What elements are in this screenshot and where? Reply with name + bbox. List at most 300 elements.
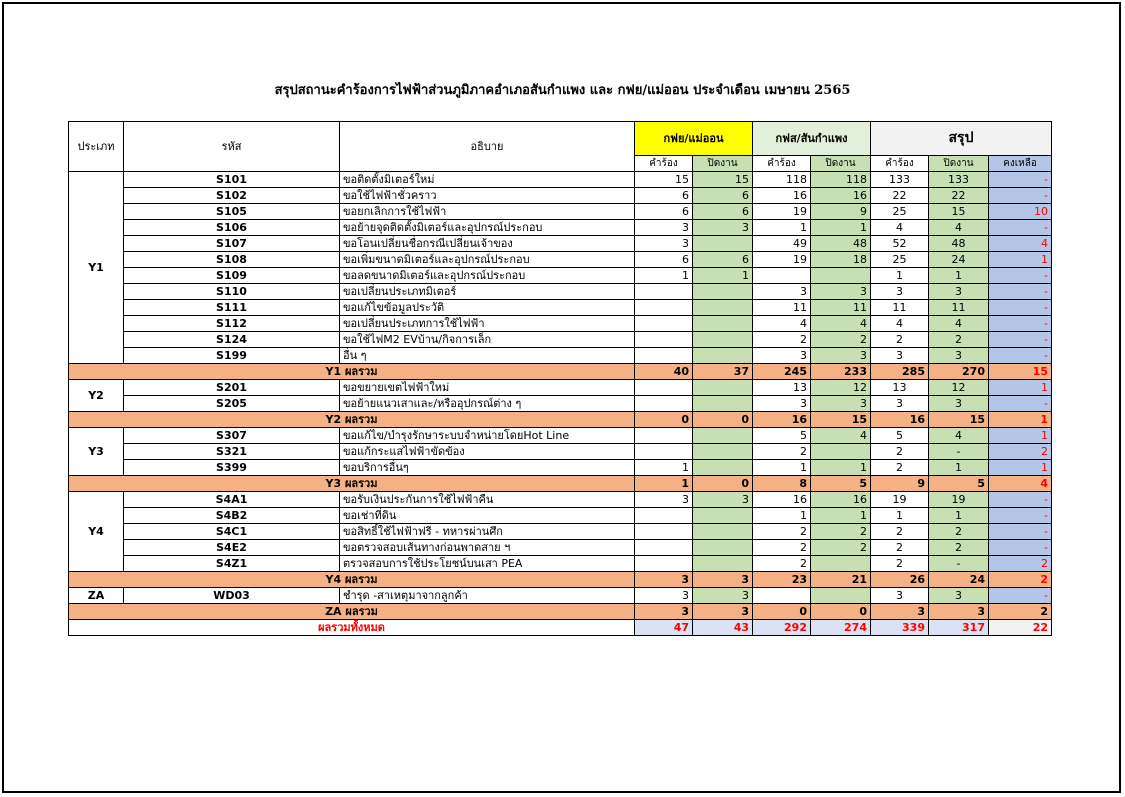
description-cell: ขอเปลี่ยนประเภทมิเตอร์ [340, 284, 635, 300]
maeon-request-cell [635, 556, 693, 572]
summary-closed-subtotal: 15 [929, 412, 989, 428]
sankamphaeng-closed-cell [811, 444, 871, 460]
sankamphaeng-closed-cell: 2 [811, 332, 871, 348]
code-cell: S102 [124, 188, 340, 204]
maeon-closed-cell [693, 332, 753, 348]
description-cell: ขอเพิ่มขนาดมิเตอร์และอุปกรณ์ประกอบ [340, 252, 635, 268]
description-cell: ขอตรวจสอบเส้นทางก่อนพาดสาย ฯ [340, 540, 635, 556]
summary-remain-cell: - [989, 492, 1052, 508]
sankamphaeng-closed-cell: 2 [811, 524, 871, 540]
maeon-request-subtotal: 1 [635, 476, 693, 492]
sankamphaeng-request-cell: 4 [753, 316, 811, 332]
table-row [69, 492, 1052, 508]
summary-remain-subtotal: 15 [989, 364, 1052, 380]
maeon-closed-cell [693, 396, 753, 412]
code-cell: S112 [124, 316, 340, 332]
maeon-request-cell [635, 508, 693, 524]
sankamphaeng-request-cell: 2 [753, 556, 811, 572]
table-row [69, 348, 1052, 364]
maeon-closed-cell: 15 [693, 172, 753, 188]
subtotal-row [69, 364, 1052, 380]
sankamphaeng-request-cell: 49 [753, 236, 811, 252]
summary-remain-cell: - [989, 508, 1052, 524]
table-row [69, 300, 1052, 316]
table-row [69, 268, 1052, 284]
summary-remain-cell: - [989, 300, 1052, 316]
maeon-request-cell [635, 524, 693, 540]
summary-closed-cell: 3 [929, 284, 989, 300]
sankamphaeng-request-subtotal: 16 [753, 412, 811, 428]
maeon-request-cell [635, 428, 693, 444]
summary-closed-cell: 24 [929, 252, 989, 268]
header-closed: ปิดงาน [811, 156, 871, 172]
code-cell: S205 [124, 396, 340, 412]
sankamphaeng-closed-cell: 1 [811, 460, 871, 476]
maeon-closed-cell: 1 [693, 268, 753, 284]
maeon-request-cell: 6 [635, 188, 693, 204]
code-cell: S101 [124, 172, 340, 188]
summary-request-cell: 2 [871, 524, 929, 540]
maeon-request-cell [635, 284, 693, 300]
code-cell: S111 [124, 300, 340, 316]
maeon-request-cell: 6 [635, 252, 693, 268]
summary-remain-cell: 1 [989, 428, 1052, 444]
description-cell: ขอย้ายจุดติดตั้งมิเตอร์และอุปกรณ์ประกอบ [340, 220, 635, 236]
maeon-closed-subtotal: 37 [693, 364, 753, 380]
header-closed: ปิดงาน [693, 156, 753, 172]
summary-request-cell: 2 [871, 332, 929, 348]
maeon-closed-cell [693, 556, 753, 572]
sankamphaeng-closed-subtotal: 0 [811, 604, 871, 620]
subtotal-row [69, 572, 1052, 588]
sankamphaeng-closed-cell: 11 [811, 300, 871, 316]
sankamphaeng-request-cell: 13 [753, 380, 811, 396]
sankamphaeng-request-subtotal: 8 [753, 476, 811, 492]
header-code: รหัส [124, 122, 340, 172]
table-row [69, 588, 1052, 604]
sankamphaeng-request-cell: 19 [753, 204, 811, 220]
code-cell: S108 [124, 252, 340, 268]
type-cell: ZA [69, 588, 124, 604]
maeon-closed-cell [693, 524, 753, 540]
summary-request-cell: 1 [871, 268, 929, 284]
sankamphaeng-closed-subtotal: 15 [811, 412, 871, 428]
table-row [69, 236, 1052, 252]
description-cell: ขอแก้กระแสไฟฟ้าขัดข้อง [340, 444, 635, 460]
sankamphaeng-closed-subtotal: 21 [811, 572, 871, 588]
header-group-maeon: กฟย/แม่ออน [635, 122, 753, 156]
description-cell: ขอใช้ไฟฟ้าชั่วคราว [340, 188, 635, 204]
description-cell: ขอย้ายแนวเสาและ/หรืออุปกรณ์ต่าง ๆ [340, 396, 635, 412]
maeon-request-subtotal: 0 [635, 412, 693, 428]
summary-closed-cell: 4 [929, 220, 989, 236]
sankamphaeng-closed-cell: 118 [811, 172, 871, 188]
sankamphaeng-closed-cell [811, 268, 871, 284]
header-type: ประเภท [69, 122, 124, 172]
summary-remain-cell: - [989, 396, 1052, 412]
summary-remain-cell: - [989, 540, 1052, 556]
table-row [69, 524, 1052, 540]
maeon-closed-cell: 3 [693, 588, 753, 604]
summary-closed-cell: 4 [929, 428, 989, 444]
maeon-closed-cell [693, 444, 753, 460]
code-cell: S4A1 [124, 492, 340, 508]
maeon-closed-cell [693, 300, 753, 316]
maeon-closed-cell [693, 460, 753, 476]
summary-request-cell: 11 [871, 300, 929, 316]
maeon-closed-cell [693, 316, 753, 332]
sankamphaeng-closed-cell: 9 [811, 204, 871, 220]
summary-request-cell: 19 [871, 492, 929, 508]
summary-request-cell: 133 [871, 172, 929, 188]
description-cell: ขอเช่าที่ดิน [340, 508, 635, 524]
table-row [69, 444, 1052, 460]
maeon-request-total: 47 [635, 620, 693, 636]
table-row [69, 556, 1052, 572]
maeon-request-subtotal: 3 [635, 572, 693, 588]
summary-closed-subtotal: 3 [929, 604, 989, 620]
maeon-request-cell: 3 [635, 220, 693, 236]
summary-closed-cell: - [929, 444, 989, 460]
summary-closed-cell: 2 [929, 540, 989, 556]
sankamphaeng-request-total: 292 [753, 620, 811, 636]
sankamphaeng-request-cell: 118 [753, 172, 811, 188]
summary-remain-cell: - [989, 220, 1052, 236]
maeon-closed-cell [693, 284, 753, 300]
maeon-closed-cell: 3 [693, 492, 753, 508]
description-cell: ขอขยายเขตไฟฟ้าใหม่ [340, 380, 635, 396]
sankamphaeng-closed-cell: 48 [811, 236, 871, 252]
code-cell: S106 [124, 220, 340, 236]
summary-closed-cell: 15 [929, 204, 989, 220]
header-req: คำร้อง [753, 156, 811, 172]
summary-remain-cell: 1 [989, 380, 1052, 396]
sankamphaeng-request-cell: 2 [753, 332, 811, 348]
summary-request-subtotal: 3 [871, 604, 929, 620]
sankamphaeng-closed-subtotal: 5 [811, 476, 871, 492]
header-desc: อธิบาย [340, 122, 635, 172]
maeon-request-cell [635, 380, 693, 396]
sankamphaeng-closed-cell: 16 [811, 492, 871, 508]
summary-request-cell: 4 [871, 316, 929, 332]
sankamphaeng-closed-cell: 3 [811, 396, 871, 412]
sankamphaeng-closed-cell: 18 [811, 252, 871, 268]
maeon-request-cell: 6 [635, 204, 693, 220]
sankamphaeng-request-cell: 3 [753, 396, 811, 412]
sankamphaeng-closed-cell: 1 [811, 220, 871, 236]
maeon-closed-total: 43 [693, 620, 753, 636]
summary-request-cell: 1 [871, 508, 929, 524]
summary-remain-cell: - [989, 332, 1052, 348]
summary-request-cell: 2 [871, 460, 929, 476]
table-row [69, 172, 1052, 188]
maeon-closed-cell: 3 [693, 220, 753, 236]
summary-closed-cell: 22 [929, 188, 989, 204]
description-cell: ขอแก้ไขข้อมูลประวัติ [340, 300, 635, 316]
code-cell: S107 [124, 236, 340, 252]
maeon-closed-cell: 6 [693, 188, 753, 204]
maeon-closed-cell [693, 380, 753, 396]
summary-closed-cell: - [929, 556, 989, 572]
sankamphaeng-closed-cell: 12 [811, 380, 871, 396]
table-row [69, 252, 1052, 268]
sankamphaeng-closed-cell: 2 [811, 540, 871, 556]
header-group-summary: สรุป [871, 122, 1052, 156]
maeon-request-cell: 3 [635, 236, 693, 252]
summary-request-cell: 3 [871, 588, 929, 604]
code-cell: S321 [124, 444, 340, 460]
summary-closed-subtotal: 5 [929, 476, 989, 492]
code-cell: S124 [124, 332, 340, 348]
type-cell: Y3 [69, 428, 124, 476]
sankamphaeng-request-subtotal: 245 [753, 364, 811, 380]
description-cell: ขอติดตั้งมิเตอร์ใหม่ [340, 172, 635, 188]
description-cell: ขอแก้ไข/บำรุงรักษาระบบจำหน่ายโดยHot Line [340, 428, 635, 444]
sankamphaeng-closed-cell: 4 [811, 316, 871, 332]
table-row [69, 220, 1052, 236]
sankamphaeng-closed-cell [811, 588, 871, 604]
code-cell: S4C1 [124, 524, 340, 540]
sankamphaeng-request-subtotal: 23 [753, 572, 811, 588]
description-cell: ชำรุด -สาเหตุมาจากลูกค้า [340, 588, 635, 604]
summary-table [68, 121, 1052, 636]
code-cell: S307 [124, 428, 340, 444]
table-row [69, 188, 1052, 204]
sankamphaeng-closed-cell: 3 [811, 284, 871, 300]
summary-remain-cell: - [989, 348, 1052, 364]
summary-request-cell: 3 [871, 396, 929, 412]
summary-remain-subtotal: 1 [989, 412, 1052, 428]
subtotal-label: Y2 ผลรวม [69, 412, 635, 428]
code-cell: S4Z1 [124, 556, 340, 572]
description-cell: ขอสิทธิ์ใช้ไฟฟ้าฟรี - ทหารผ่านศึก [340, 524, 635, 540]
sankamphaeng-request-cell: 2 [753, 540, 811, 556]
sankamphaeng-request-cell: 11 [753, 300, 811, 316]
summary-closed-subtotal: 24 [929, 572, 989, 588]
description-cell: ขอรับเงินประกันการใช้ไฟฟ้าคืน [340, 492, 635, 508]
sankamphaeng-request-cell: 19 [753, 252, 811, 268]
subtotal-row [69, 476, 1052, 492]
sankamphaeng-request-cell: 3 [753, 284, 811, 300]
report-title: สรุปสถานะคำร้องการไฟฟ้าส่วนภูมิภาคอำเภอสันกำแพง และ กฟย/แม่ออน ประจำเดือน เมษายน 2565 [274, 83, 851, 98]
maeon-closed-cell [693, 428, 753, 444]
summary-closed-cell: 133 [929, 172, 989, 188]
subtotal-row [69, 604, 1052, 620]
summary-remain-total: 22 [989, 620, 1052, 636]
sankamphaeng-request-cell: 3 [753, 348, 811, 364]
subtotal-label: Y3 ผลรวม [69, 476, 635, 492]
maeon-request-cell [635, 348, 693, 364]
header-group-sankamphaeng: กฟส/สันกำแพง [753, 122, 871, 156]
summary-closed-cell: 4 [929, 316, 989, 332]
maeon-closed-subtotal: 0 [693, 412, 753, 428]
summary-request-subtotal: 285 [871, 364, 929, 380]
maeon-closed-subtotal: 3 [693, 572, 753, 588]
header-row-1 [69, 122, 1052, 156]
summary-remain-subtotal: 4 [989, 476, 1052, 492]
summary-closed-total: 317 [929, 620, 989, 636]
summary-closed-cell: 3 [929, 348, 989, 364]
maeon-request-cell [635, 300, 693, 316]
sankamphaeng-closed-cell: 1 [811, 508, 871, 524]
type-cell: Y4 [69, 492, 124, 572]
sankamphaeng-request-cell: 16 [753, 492, 811, 508]
table-row [69, 428, 1052, 444]
maeon-closed-subtotal: 3 [693, 604, 753, 620]
summary-remain-cell: 2 [989, 556, 1052, 572]
summary-request-cell: 25 [871, 252, 929, 268]
summary-request-cell: 2 [871, 540, 929, 556]
maeon-request-cell: 1 [635, 268, 693, 284]
subtotal-label: Y4 ผลรวม [69, 572, 635, 588]
maeon-request-cell: 1 [635, 460, 693, 476]
summary-request-cell: 3 [871, 348, 929, 364]
summary-remain-cell: - [989, 588, 1052, 604]
type-cell: Y1 [69, 172, 124, 364]
table-row [69, 508, 1052, 524]
summary-closed-cell: 2 [929, 332, 989, 348]
sankamphaeng-closed-cell: 16 [811, 188, 871, 204]
summary-closed-cell: 2 [929, 524, 989, 540]
summary-remain-cell: - [989, 284, 1052, 300]
code-cell: S399 [124, 460, 340, 476]
summary-remain-subtotal: 2 [989, 604, 1052, 620]
summary-remain-cell: 4 [989, 236, 1052, 252]
header-req: คำร้อง [635, 156, 693, 172]
summary-request-cell: 25 [871, 204, 929, 220]
sankamphaeng-request-subtotal: 0 [753, 604, 811, 620]
sankamphaeng-closed-cell [811, 556, 871, 572]
maeon-request-subtotal: 40 [635, 364, 693, 380]
summary-closed-cell: 12 [929, 380, 989, 396]
summary-closed-cell: 11 [929, 300, 989, 316]
summary-request-cell: 2 [871, 444, 929, 460]
subtotal-label: ZA ผลรวม [69, 604, 635, 620]
code-cell: S109 [124, 268, 340, 284]
summary-request-subtotal: 9 [871, 476, 929, 492]
summary-remain-cell: 1 [989, 460, 1052, 476]
summary-request-subtotal: 26 [871, 572, 929, 588]
summary-request-cell: 52 [871, 236, 929, 252]
sankamphaeng-request-cell: 2 [753, 524, 811, 540]
summary-closed-cell: 19 [929, 492, 989, 508]
subtotal-label: Y1 ผลรวม [69, 364, 635, 380]
code-cell: S105 [124, 204, 340, 220]
maeon-request-cell: 15 [635, 172, 693, 188]
maeon-closed-cell [693, 508, 753, 524]
summary-request-cell: 4 [871, 220, 929, 236]
maeon-request-subtotal: 3 [635, 604, 693, 620]
description-cell: ขอลดขนาดมิเตอร์และอุปกรณ์ประกอบ [340, 268, 635, 284]
summary-request-subtotal: 16 [871, 412, 929, 428]
summary-request-cell: 2 [871, 556, 929, 572]
maeon-closed-cell: 6 [693, 252, 753, 268]
table-row [69, 316, 1052, 332]
summary-remain-cell: 10 [989, 204, 1052, 220]
summary-closed-cell: 3 [929, 396, 989, 412]
subtotal-row [69, 412, 1052, 428]
table-row [69, 540, 1052, 556]
sankamphaeng-closed-cell: 4 [811, 428, 871, 444]
summary-request-cell: 5 [871, 428, 929, 444]
summary-remain-cell: 1 [989, 252, 1052, 268]
maeon-closed-cell [693, 348, 753, 364]
summary-closed-cell: 48 [929, 236, 989, 252]
sankamphaeng-closed-total: 274 [811, 620, 871, 636]
code-cell: S4B2 [124, 508, 340, 524]
maeon-request-cell [635, 396, 693, 412]
table-row [69, 204, 1052, 220]
description-cell: ขอบริการอื่นๆ [340, 460, 635, 476]
sankamphaeng-request-cell: 1 [753, 508, 811, 524]
description-cell: ขอเปลี่ยนประเภทการใช้ไฟฟ้า [340, 316, 635, 332]
maeon-closed-cell: 6 [693, 204, 753, 220]
maeon-request-cell [635, 332, 693, 348]
summary-closed-cell: 1 [929, 508, 989, 524]
sankamphaeng-request-cell: 1 [753, 220, 811, 236]
maeon-request-cell [635, 444, 693, 460]
code-cell: S4E2 [124, 540, 340, 556]
summary-remain-cell: - [989, 268, 1052, 284]
summary-remain-cell: - [989, 188, 1052, 204]
description-cell: ตรวจสอบการใช้ประโยชน์บนเสา PEA [340, 556, 635, 572]
maeon-closed-cell [693, 540, 753, 556]
sankamphaeng-request-cell [753, 588, 811, 604]
summary-remain-cell: 2 [989, 444, 1052, 460]
sankamphaeng-closed-subtotal: 233 [811, 364, 871, 380]
summary-request-cell: 3 [871, 284, 929, 300]
grand-total-row [69, 620, 1052, 636]
maeon-request-cell: 3 [635, 588, 693, 604]
summary-remain-subtotal: 2 [989, 572, 1052, 588]
header-req: คำร้อง [871, 156, 929, 172]
sankamphaeng-closed-cell: 3 [811, 348, 871, 364]
summary-remain-cell: - [989, 172, 1052, 188]
summary-request-cell: 22 [871, 188, 929, 204]
code-cell: S110 [124, 284, 340, 300]
maeon-request-cell: 3 [635, 492, 693, 508]
sankamphaeng-request-cell: 1 [753, 460, 811, 476]
maeon-closed-subtotal: 0 [693, 476, 753, 492]
summary-closed-subtotal: 270 [929, 364, 989, 380]
header-closed: ปิดงาน [929, 156, 989, 172]
table-row [69, 284, 1052, 300]
summary-request-total: 339 [871, 620, 929, 636]
description-cell: ขอใช้ไฟM2 EVบ้าน/กิจการเล็ก [340, 332, 635, 348]
sankamphaeng-request-cell: 16 [753, 188, 811, 204]
summary-closed-cell: 3 [929, 588, 989, 604]
description-cell: ขอโอนเปลี่ยนชื่อกรณีเปลี่ยนเจ้าของ [340, 236, 635, 252]
summary-closed-cell: 1 [929, 460, 989, 476]
sankamphaeng-request-cell [753, 268, 811, 284]
grand-total-label: ผลรวมทั้งหมด [69, 620, 635, 636]
code-cell: WD03 [124, 588, 340, 604]
sankamphaeng-request-cell: 5 [753, 428, 811, 444]
sankamphaeng-request-cell: 2 [753, 444, 811, 460]
summary-remain-cell: - [989, 524, 1052, 540]
maeon-request-cell [635, 316, 693, 332]
header-remain: คงเหลือ [989, 156, 1052, 172]
description-cell: อื่น ๆ [340, 348, 635, 364]
description-cell: ขอยกเลิกการใช้ไฟฟ้า [340, 204, 635, 220]
table-row [69, 460, 1052, 476]
summary-remain-cell: - [989, 316, 1052, 332]
summary-closed-cell: 1 [929, 268, 989, 284]
maeon-closed-cell [693, 236, 753, 252]
summary-request-cell: 13 [871, 380, 929, 396]
maeon-request-cell [635, 540, 693, 556]
table-row [69, 380, 1052, 396]
